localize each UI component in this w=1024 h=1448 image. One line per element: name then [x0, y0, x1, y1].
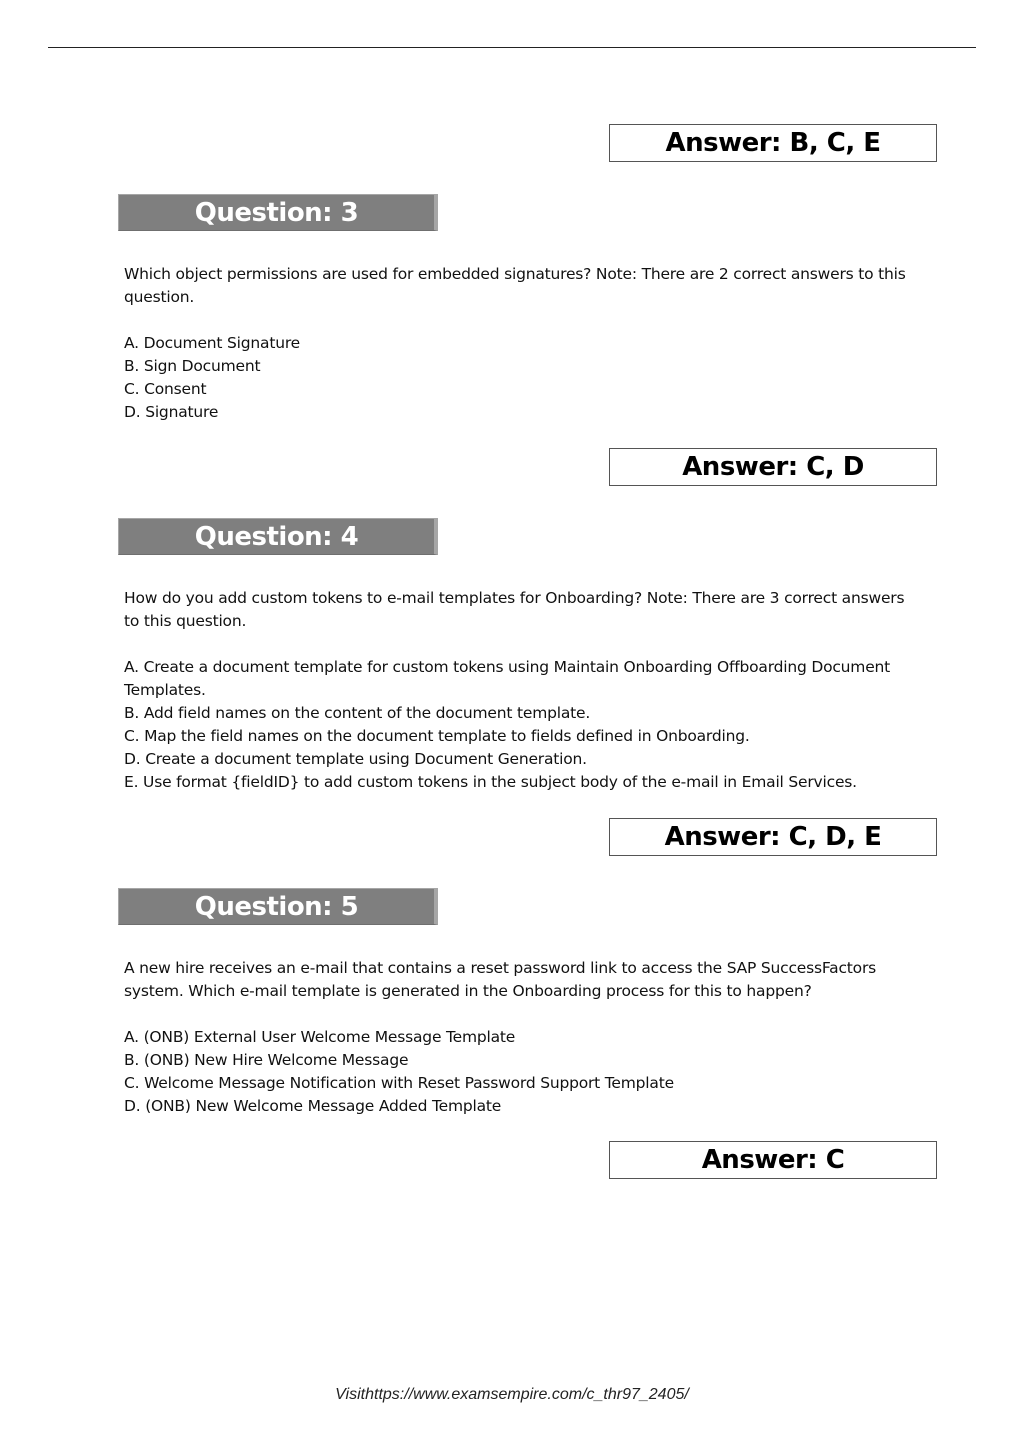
- option-item: B. Add field names on the content of the document template.: [124, 704, 591, 722]
- options-list: [124, 656, 924, 794]
- question-body-5: [124, 957, 924, 1118]
- question-heading-3: Question: 3: [118, 194, 438, 231]
- options-list: [124, 332, 924, 424]
- option-item: D. Create a document template using Document Generation.: [124, 750, 587, 768]
- option-item: A. Create a document template for custom tokens using Maintain Onboarding Offboarding Document Templates.: [124, 658, 891, 699]
- question-text: How do you add custom tokens to e-mail templates for Onboarding? Note: There are 3 correct answers to this question.: [124, 589, 905, 630]
- option-item: B. (ONB) New Hire Welcome Message: [124, 1051, 409, 1069]
- answer-box-q5: Answer: C: [609, 1141, 937, 1179]
- option-item: C. Welcome Message Notification with Reset Password Support Template: [124, 1074, 674, 1092]
- header-divider: [48, 47, 976, 48]
- answer-box-q2: Answer: B, C, E: [609, 124, 937, 162]
- option-item: C. Consent: [124, 380, 207, 398]
- option-item: A. (ONB) External User Welcome Message Template: [124, 1028, 516, 1046]
- options-list: [124, 1026, 924, 1118]
- footer-link[interactable]: Visithttps://www.examsempire.com/c_thr97_2405/: [335, 1386, 689, 1403]
- question-heading-4: Question: 4: [118, 518, 438, 555]
- answer-box-q4: Answer: C, D, E: [609, 818, 937, 856]
- answer-box-q3: Answer: C, D: [609, 448, 937, 486]
- option-item: E. Use format {fieldID} to add custom tokens in the subject body of the e-mail in Email Services.: [124, 773, 857, 791]
- option-item: A. Document Signature: [124, 334, 300, 352]
- option-item: D. (ONB) New Welcome Message Added Template: [124, 1097, 502, 1115]
- option-item: C. Map the field names on the document template to fields defined in Onboarding.: [124, 727, 750, 745]
- option-item: D. Signature: [124, 403, 219, 421]
- question-body-4: [124, 587, 924, 794]
- option-item: B. Sign Document: [124, 357, 261, 375]
- question-text: A new hire receives an e-mail that contains a reset password link to access the SAP SuccessFactors system. Which e-mail template is generated in the Onboarding process for this to happen?: [124, 959, 877, 1000]
- question-body-3: [124, 263, 924, 424]
- question-heading-5: Question: 5: [118, 888, 438, 925]
- question-text: Which object permissions are used for embedded signatures? Note: There are 2 correct answers to this question.: [124, 265, 906, 306]
